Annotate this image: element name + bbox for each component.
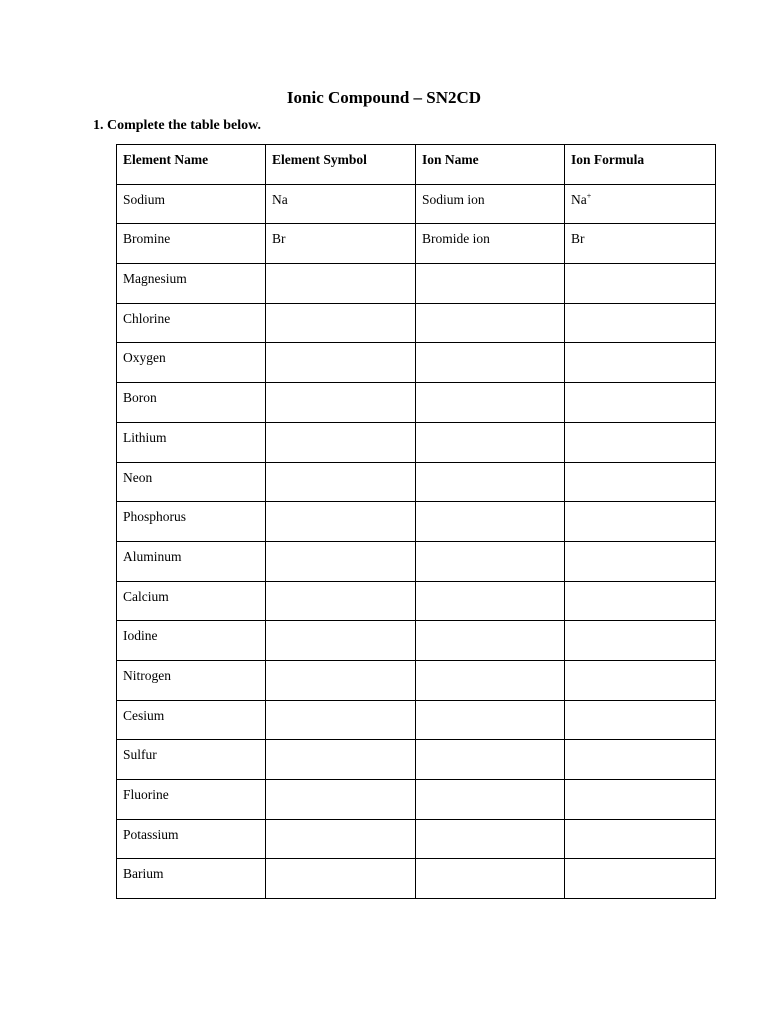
cell-ion-name[interactable] <box>416 224 565 264</box>
cell-element-name <box>117 303 266 343</box>
cell-ion-name[interactable] <box>416 383 565 423</box>
cell-element-name <box>117 502 266 542</box>
cell-element-name <box>117 660 266 700</box>
cell-element-symbol[interactable] <box>266 740 416 780</box>
cell-element-symbol[interactable] <box>266 581 416 621</box>
cell-ion-name[interactable] <box>416 780 565 820</box>
cell-element-name-text: Aluminum <box>123 548 182 564</box>
header-element-name: Element Name <box>117 145 266 185</box>
cell-ion-name[interactable] <box>416 740 565 780</box>
table-row <box>117 502 716 542</box>
table-row <box>117 660 716 700</box>
cell-ion-name[interactable] <box>416 343 565 383</box>
table-row <box>117 343 716 383</box>
worksheet-title: Ionic Compound – SN2CD <box>286 88 482 107</box>
cell-ion-formula[interactable] <box>565 780 716 820</box>
cell-element-name <box>117 780 266 820</box>
cell-element-name-text: Barium <box>123 866 164 882</box>
cell-ion-name[interactable] <box>416 541 565 581</box>
cell-element-name-text: Iodine <box>123 628 158 644</box>
cell-element-symbol[interactable] <box>266 224 416 264</box>
cell-ion-formula[interactable] <box>565 462 716 502</box>
cell-element-symbol[interactable] <box>266 859 416 899</box>
table-row <box>117 581 716 621</box>
cell-ion-formula[interactable] <box>565 502 716 542</box>
table-row <box>117 383 716 423</box>
cell-element-symbol-text: Na <box>272 191 288 207</box>
cell-element-symbol[interactable] <box>266 383 416 423</box>
cell-element-name-text: Sulfur <box>123 747 157 763</box>
cell-element-name-text: Sodium <box>123 191 166 207</box>
cell-ion-name[interactable] <box>416 303 565 343</box>
cell-element-name <box>117 819 266 859</box>
cell-ion-name[interactable] <box>416 264 565 304</box>
cell-element-name-text: Potassium <box>123 826 179 842</box>
cell-element-symbol[interactable] <box>266 780 416 820</box>
cell-element-name <box>117 740 266 780</box>
cell-element-name <box>117 264 266 304</box>
cell-ion-name[interactable] <box>416 859 565 899</box>
table-row <box>117 700 716 740</box>
table-row <box>117 422 716 462</box>
cell-ion-name-text: Bromide ion <box>422 231 490 247</box>
table-row <box>117 303 716 343</box>
cell-element-name <box>117 422 266 462</box>
cell-element-symbol[interactable] <box>266 184 416 224</box>
cell-ion-formula[interactable] <box>565 541 716 581</box>
question-instruction: 1. Complete the table below. <box>93 118 261 133</box>
table-row <box>117 462 716 502</box>
cell-element-name-text: Phosphorus <box>123 509 187 525</box>
cell-ion-formula[interactable] <box>565 303 716 343</box>
cell-element-symbol[interactable] <box>266 343 416 383</box>
cell-ion-name[interactable] <box>416 700 565 740</box>
cell-element-name-text: Chlorine <box>123 310 171 326</box>
cell-ion-formula[interactable] <box>565 700 716 740</box>
cell-ion-formula[interactable] <box>565 660 716 700</box>
cell-ion-formula[interactable] <box>565 422 716 462</box>
cell-element-symbol[interactable] <box>266 462 416 502</box>
cell-ion-formula[interactable] <box>565 859 716 899</box>
cell-ion-formula-text: Br <box>571 231 585 247</box>
cell-element-name <box>117 224 266 264</box>
cell-element-name <box>117 581 266 621</box>
cell-element-name-text: Nitrogen <box>123 667 171 683</box>
cell-element-name <box>117 621 266 661</box>
cell-element-symbol[interactable] <box>266 621 416 661</box>
cell-element-symbol[interactable] <box>266 422 416 462</box>
table-row <box>117 224 716 264</box>
cell-ion-formula[interactable] <box>565 621 716 661</box>
header-element-symbol: Element Symbol <box>266 145 416 185</box>
cell-ion-name[interactable] <box>416 184 565 224</box>
cell-element-name-text: Cesium <box>123 707 165 723</box>
table-row <box>117 621 716 661</box>
cell-element-name-text: Bromine <box>123 231 171 247</box>
cell-element-name-text: Oxygen <box>123 350 166 366</box>
cell-element-name-text: Calcium <box>123 588 169 604</box>
cell-element-symbol[interactable] <box>266 660 416 700</box>
cell-ion-formula[interactable] <box>565 224 716 264</box>
cell-element-symbol[interactable] <box>266 303 416 343</box>
cell-element-name <box>117 541 266 581</box>
cell-ion-name[interactable] <box>416 422 565 462</box>
cell-element-name <box>117 462 266 502</box>
table-row <box>117 859 716 899</box>
cell-element-symbol[interactable] <box>266 502 416 542</box>
cell-element-name-text: Neon <box>123 469 153 485</box>
cell-element-name-text: Lithium <box>123 429 167 445</box>
cell-ion-formula[interactable] <box>565 383 716 423</box>
cell-element-name <box>117 184 266 224</box>
cell-ion-name[interactable] <box>416 502 565 542</box>
table-row <box>117 184 716 224</box>
cell-element-symbol-text: Br <box>272 231 286 247</box>
cell-ion-name[interactable] <box>416 462 565 502</box>
cell-element-name <box>117 700 266 740</box>
cell-element-name <box>117 343 266 383</box>
cell-element-name-text: Magnesium <box>123 271 187 287</box>
cell-ion-name[interactable] <box>416 581 565 621</box>
cell-ion-formula[interactable] <box>565 740 716 780</box>
cell-ion-name[interactable] <box>416 621 565 661</box>
cell-element-name-text: Fluorine <box>123 787 169 802</box>
cell-ion-name[interactable] <box>416 660 565 700</box>
header-ion-formula: Ion Formula <box>565 145 716 185</box>
cell-ion-formula[interactable] <box>565 819 716 859</box>
table-row <box>117 264 716 304</box>
table-body <box>117 184 716 898</box>
table-row <box>117 819 716 859</box>
table-row <box>117 740 716 780</box>
header-ion-name: Ion Name <box>416 145 565 185</box>
cell-element-name-text: Boron <box>123 390 157 406</box>
cell-element-symbol[interactable] <box>266 819 416 859</box>
ion-table <box>116 144 716 899</box>
cell-ion-formula[interactable] <box>565 343 716 383</box>
cell-ion-formula-text: Na <box>571 191 587 207</box>
cell-ion-formula[interactable] <box>565 581 716 621</box>
cell-element-symbol[interactable] <box>266 541 416 581</box>
cell-ion-name[interactable] <box>416 819 565 859</box>
table-row <box>117 780 716 820</box>
cell-element-name <box>117 383 266 423</box>
cell-ion-name-text: Sodium ion <box>422 191 485 207</box>
table-row <box>117 541 716 581</box>
cell-element-name <box>117 859 266 899</box>
table-header-row <box>117 145 716 185</box>
cell-ion-formula[interactable] <box>565 264 716 304</box>
ion-charge: + <box>586 191 592 201</box>
cell-element-symbol[interactable] <box>266 264 416 304</box>
cell-ion-formula[interactable] <box>565 184 716 224</box>
cell-element-symbol[interactable] <box>266 700 416 740</box>
